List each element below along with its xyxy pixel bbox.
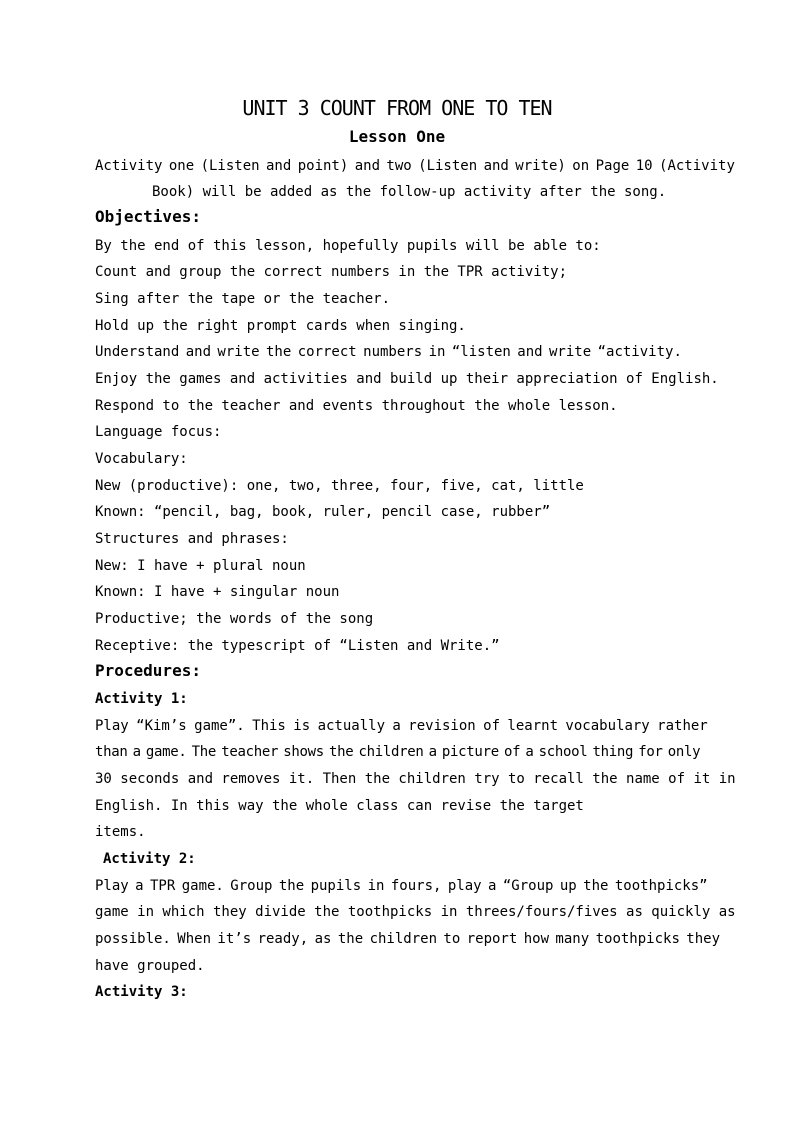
document-title: UNIT 3 COUNT FROM ONE TO TEN xyxy=(242,96,552,120)
lesson-subtitle: Lesson One xyxy=(348,127,446,146)
activity-2-line: have grouped. xyxy=(95,958,205,974)
objective-line: Known: “pencil, bag, book, ruler, pencil case, rubber” xyxy=(95,504,551,520)
activity-1-line: Play “Kim’s game”. This is actually a revision of learnt vocabulary rather xyxy=(95,718,708,734)
objective-line: New: I have + plural noun xyxy=(95,558,306,574)
activity-1-line: 30 seconds and removes it. Then the children try to recall the name of it in xyxy=(95,771,736,787)
activity-2-line: Play a TPR game. Group the pupils in fours, play a “Group up the toothpicks” xyxy=(95,878,708,894)
objective-line: Known: I have + singular noun xyxy=(95,584,340,600)
objective-line: New (productive): one, two, three, four, five, cat, little xyxy=(95,478,584,494)
activity-3-heading: Activity 3: xyxy=(95,984,188,1000)
objective-line: Structures and phrases: xyxy=(95,531,289,547)
objective-line: Respond to the teacher and events throughout the whole lesson. xyxy=(95,398,618,414)
activity-2-heading: Activity 2: xyxy=(103,851,196,867)
objective-line: Productive; the words of the song xyxy=(95,611,374,627)
objective-line: Understand and write the correct numbers in “listen and write “activity. xyxy=(95,344,682,360)
objective-line: Enjoy the games and activities and build up their appreciation of English. xyxy=(95,371,719,387)
procedures-heading: Procedures: xyxy=(95,661,201,680)
objective-line: Receptive: the typescript of “Listen and Write.” xyxy=(95,638,500,654)
intro-line: Activity one (Listen and point) and two (Listen and write) on Page 10 (Activity xyxy=(95,158,735,174)
intro-line: Book) will be added as the follow-up activity after the song. xyxy=(152,184,667,200)
objective-line: Vocabulary: xyxy=(95,451,188,467)
activity-1-line: than a game. The teacher shows the children a picture of a school thing for only xyxy=(95,744,701,760)
activity-1-heading: Activity 1: xyxy=(95,691,188,707)
objective-line: Sing after the tape or the teacher. xyxy=(95,291,391,307)
activity-2-line: game in which they divide the toothpicks in threes/fours/fives as quickly as xyxy=(95,904,736,920)
activity-1-line: items. xyxy=(95,824,146,840)
objectives-heading: Objectives: xyxy=(95,207,201,226)
activity-2-line: possible. When it’s ready, as the children to report how many toothpicks they xyxy=(95,931,721,947)
objective-line: By the end of this lesson, hopefully pupils will be able to: xyxy=(95,238,601,254)
activity-1-line: English. In this way the whole class can revise the target xyxy=(95,798,584,814)
objective-line: Count and group the correct numbers in the TPR activity; xyxy=(95,264,568,280)
objective-line: Hold up the right prompt cards when singing. xyxy=(95,318,466,334)
objective-line: Language focus: xyxy=(95,424,222,440)
